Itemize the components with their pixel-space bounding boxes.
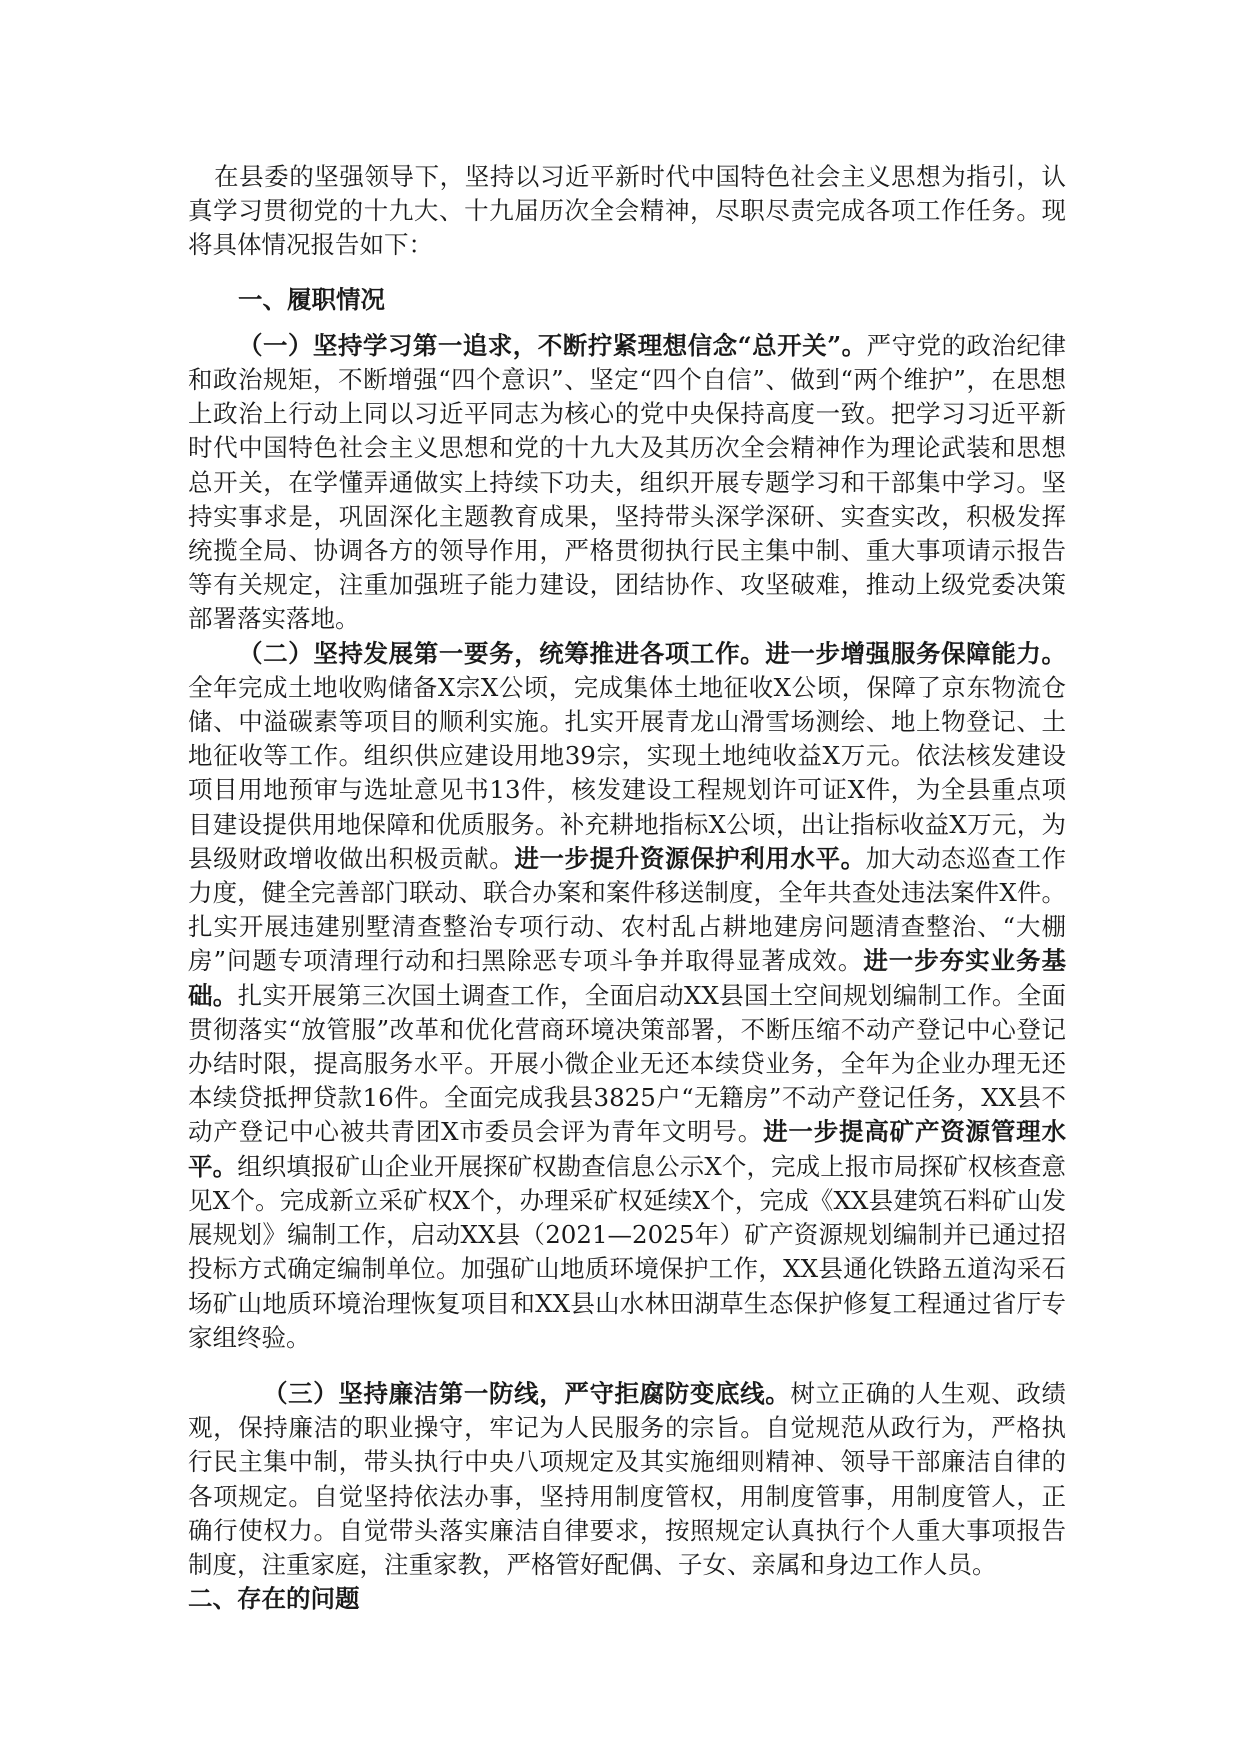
paragraph-2-sub2-title: 进一步提升资源保护利用水平。: [514, 843, 866, 873]
paragraph-2-sub1-body: 全年完成土地收购储备X宗X公顷，完成集体土地征收X公顷，保障了京东物流仓储、中溢碳素等项目的顺利实施。扎实开展青龙山滑雪场测绘、地上物登记、土地征收等工作。组织供应建设用地39宗，实现土地纯收益X万元。依法核发建设项目用地预审与选址意见书13件，核发建设工程规划许可证X件，为全县重点项目建设提供用地保障和优质服务。补充耕地指标X公顷，出让指标收益X万元，为县级财政增收做出积极贡献。: [188, 672, 1066, 873]
spacer: [188, 317, 1066, 329]
paragraph-2-lead: （二）坚持发展第一要务，统筹推进各项工作。: [238, 638, 766, 668]
spacer: [188, 263, 1066, 283]
paragraph-2-sub3-body: 扎实开展第三次国土调查工作，全面启动XX县国土空间规划编制工作。全面贯彻落实“放管服”改革和优化营商环境决策部署，不断压缩不动产登记中心登记办结时限，提高服务水平。开展小微企业无还本续贷业务，全年为企业办理无还本续贷抵押贷款16件。全面完成我县3825户“无籍房”不动产登记任务，XX县不动产登记中心被共青团X市委员会评为青年文明号。: [188, 980, 1067, 1147]
spacer: [188, 1355, 1066, 1377]
section1-paragraph-2: [188, 637, 1066, 1355]
intro-paragraph: 在县委的坚强领导下，坚持以习近平新时代中国特色社会主义思想为指引，认真学习贯彻党的十九大、十九届历次全会精神，尽职尽责完成各项工作任务。现将具体情况报告如下：: [188, 162, 1066, 260]
section1-heading: 一、履职情况: [238, 284, 385, 314]
paragraph-1-lead: （一）坚持学习第一追求，不断拧紧理想信念“总开关”。: [238, 330, 867, 360]
document-page: [188, 160, 1066, 1616]
section1-paragraph-3: [188, 1377, 1066, 1582]
paragraph-2-sub1-title: 进一步增强服务保障能力。: [765, 638, 1066, 668]
paragraph-3-lead: （三）坚持廉洁第一防线，严守拒腐防变底线。: [263, 1378, 791, 1408]
paragraph-2-sub4-title: 进一步提高矿产资源管理水平。: [188, 1117, 1066, 1181]
paragraph-1-body: 严守党的政治纪律和政治规矩，不断增强“四个意识”、坚定“四个自信”、做到“两个维护”，在思想上政治上行动上同以习近平同志为核心的党中央保持高度一致。把学习习近平新时代中国特色社会主义思想和党的十九大及其历次全会精神作为理论武装和思想总开关，在学懂弄通做实上持续下功夫，组织开展专题学习和干部集中学习。坚持实事求是，巩固深化主题教育成果，坚持带头深学深研、实查实改，积极发挥统揽全局、协调各方的领导作用，严格贯彻执行民主集中制、重大事项请示报告等有关规定，注重加强班子能力建设，团结协作、攻坚破难，推动上级党委决策部署落实落地。: [188, 330, 1066, 634]
paragraph-2-sub4-body: 组织填报矿山企业开展探矿权勘查信息公示X个，完成上报市局探矿权核查意见X个。完成新立采矿权X个，办理采矿权延续X个，完成《XX县建筑石料矿山发展规划》编制工作，启动XX县（2021—2025年）矿产资源规划编制并已通过招投标方式确定编制单位。加强矿山地质环境保护工作，XX县通化铁路五道沟采石场矿山地质环境治理恢复项目和XX县山水林田湖草生态保护修复工程通过省厅专家组终验。: [188, 1151, 1066, 1352]
paragraph-2-sub3-title: 进一步夯实业务基础。: [188, 946, 1066, 1010]
paragraph-2-sub2-body: 加大动态巡查工作力度，健全完善部门联动、联合办案和案件移送制度，全年共查处违法案件X件。扎实开展违建别墅清查整治专项行动、农村乱占耕地建房问题清查整治、“大棚房”问题专项清理行动和扫黑除恶专项斗争并取得显著成效。: [188, 843, 1067, 976]
paragraph-3-body: 树立正确的人生观、政绩观，保持廉洁的职业操守，牢记为人民服务的宗旨。自觉规范从政行为，严格执行民主集中制，带头执行中央八项规定及其实施细则精神、领导干部廉洁自律的各项规定。自觉坚持依法办事，坚持用制度管权，用制度管事，用制度管人，正确行使权力。自觉带头落实廉洁自律要求，按照规定认真执行个人重大事项报告制度，注重家庭，注重家教，严格管好配偶、子女、亲属和身边工作人员。: [188, 1378, 1067, 1579]
section1-paragraph-1: [188, 329, 1066, 637]
section2-heading: 二、存在的问题: [188, 1584, 360, 1614]
